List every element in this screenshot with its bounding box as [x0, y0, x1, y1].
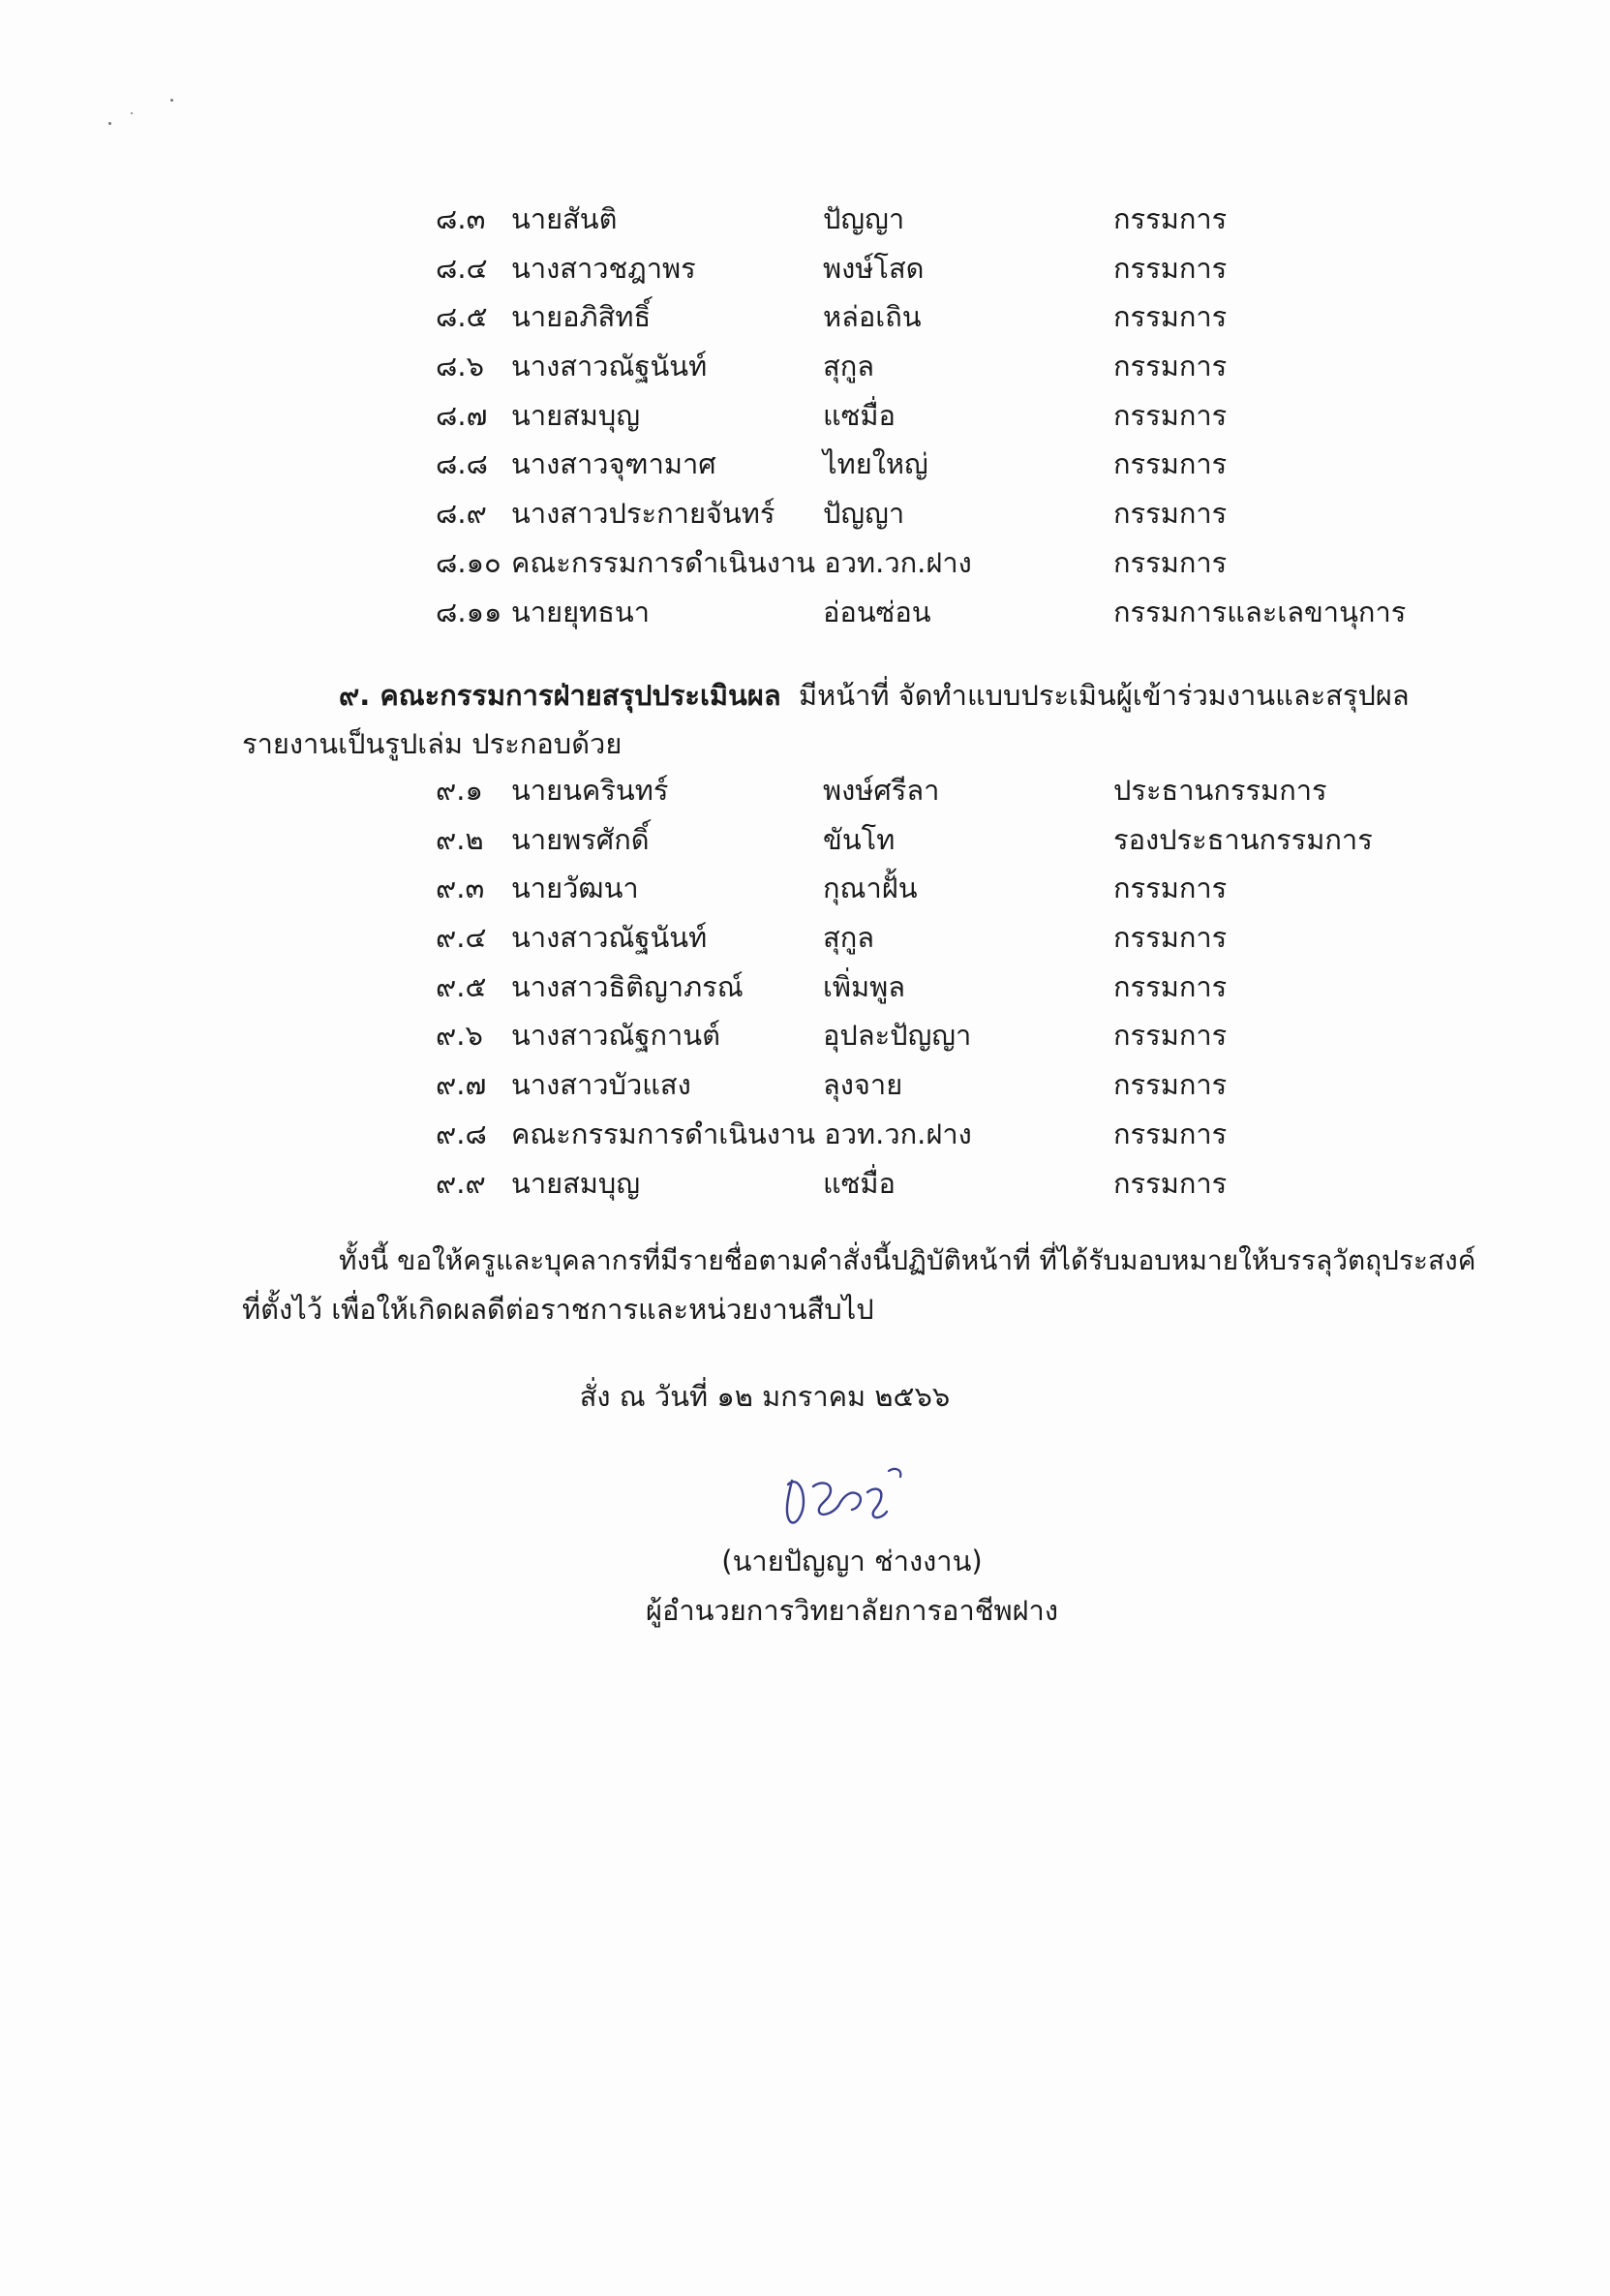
- member-number: ๙.๗: [436, 1068, 487, 1102]
- member-row: [436, 545, 1530, 595]
- signature-image: [775, 1457, 929, 1535]
- member-number: ๙.๑: [436, 774, 483, 807]
- member-first-name: นางสาวประกายจันทร์: [511, 497, 775, 531]
- section9-heading-line: [242, 678, 1472, 713]
- member-role: กรรมการ: [1113, 921, 1228, 955]
- member-last-name: พงษ์ศรีลา: [823, 774, 940, 807]
- member-row: [436, 822, 1530, 872]
- member-role: กรรมการ: [1113, 1117, 1228, 1150]
- scan-speck: [131, 112, 133, 114]
- member-number: ๙.๖: [436, 1019, 483, 1053]
- member-first-name: นางสาวณัฐกานต์: [511, 1019, 720, 1053]
- section9-heading-paragraph: [242, 678, 1472, 761]
- member-last-name: ปัญญา: [823, 202, 905, 235]
- section9-heading: ๙. คณะกรรมการฝ่ายสรุปประเมินผล: [339, 679, 781, 712]
- member-number: ๘.๕: [436, 300, 488, 334]
- member-row: [436, 201, 1530, 251]
- member-last-name: สุกูล: [823, 350, 875, 383]
- member-row: [436, 1166, 1530, 1215]
- member-number: ๙.๕: [436, 969, 487, 1003]
- member-role: กรรมการ: [1113, 1019, 1228, 1053]
- member-role: กรรมการ: [1113, 251, 1228, 285]
- member-row: [436, 496, 1530, 545]
- member-role: กรรมการ: [1113, 497, 1228, 531]
- member-first-name: นายยุทธนา: [511, 595, 651, 628]
- member-role: กรรมการและเลขานุการ: [1113, 595, 1407, 628]
- member-row: [436, 920, 1530, 969]
- member-last-name: ขันโท: [823, 822, 896, 856]
- member-row: [436, 1018, 1530, 1067]
- member-last-name: แซมื่อ: [823, 398, 896, 432]
- member-last-name: พงษ์โสด: [823, 251, 925, 285]
- scan-speck: [170, 99, 173, 102]
- member-first-name: นายวัฒนา: [511, 872, 639, 905]
- signer-position: ผู้อำนวยการวิทยาลัยการอาชีพฝาง: [645, 1594, 1058, 1627]
- member-row: [436, 1067, 1530, 1117]
- closing-line2: ที่ตั้งไว้ เพื่อให้เกิดผลดีต่อราชการและหน่วยงานสืบไป: [242, 1293, 874, 1326]
- member-last-name: อ่อนซ่อน: [823, 595, 931, 628]
- member-first-name: นายสมบุญ: [511, 1166, 641, 1200]
- signer-name: (นายปัญญา ช่างงาน): [721, 1545, 983, 1577]
- scan-speck: [108, 122, 111, 125]
- member-row: [436, 446, 1530, 496]
- member-first-name: นางสาวธิติญาภรณ์: [511, 969, 744, 1003]
- member-number: ๙.๓: [436, 872, 485, 905]
- member-role: กรรมการ: [1113, 447, 1228, 481]
- member-role: กรรมการ: [1113, 300, 1228, 334]
- member-role: กรรมการ: [1113, 1068, 1228, 1102]
- member-role: กรรมการ: [1113, 545, 1228, 579]
- member-number: ๘.๗: [436, 398, 488, 432]
- member-number: ๘.๖: [436, 350, 484, 383]
- member-last-name: แซมื่อ: [823, 1166, 896, 1200]
- member-first-name: นางสาวบัวแสง: [511, 1068, 691, 1102]
- member-first-name: นางสาวชฎาพร: [511, 251, 696, 285]
- member-first-name: นางสาวณัฐนันท์: [511, 921, 708, 955]
- member-first-name: คณะกรรมการดำเนินงาน อวท.วก.ฝาง: [511, 545, 972, 579]
- member-role: รองประธานกรรมการ: [1113, 822, 1373, 856]
- section9-heading-line2: รายงานเป็นรูปเล่ม ประกอบด้วย: [242, 727, 623, 760]
- member-role: ประธานกรรมการ: [1113, 774, 1327, 807]
- member-first-name: นายสมบุญ: [511, 398, 641, 432]
- member-row: [436, 251, 1530, 300]
- member-number: ๘.๔: [436, 251, 488, 285]
- member-first-name: นางสาวณัฐนันท์: [511, 350, 708, 383]
- member-last-name: อุปละปัญญา: [823, 1019, 972, 1053]
- member-first-name: นายอภิสิทธิ์: [511, 300, 652, 334]
- member-role: กรรมการ: [1113, 1166, 1228, 1200]
- member-number: ๘.๓: [436, 202, 486, 235]
- member-number: ๙.๒: [436, 822, 484, 856]
- member-first-name: นายพรศักดิ์: [511, 822, 650, 856]
- member-row: [436, 398, 1530, 447]
- member-last-name: ปัญญา: [823, 497, 905, 531]
- member-row: [436, 595, 1530, 644]
- member-first-name: นายสันติ: [511, 202, 618, 235]
- member-role: กรรมการ: [1113, 398, 1228, 432]
- member-last-name: หล่อเถิน: [823, 300, 922, 334]
- member-last-name: กุณาฝั้น: [823, 872, 918, 905]
- member-role: กรรมการ: [1113, 969, 1228, 1003]
- closing-line1: ทั้งนี้ ขอให้ครูและบุคลากรที่มีรายชื่อตามคำสั่งนี้ปฏิบัติหน้าที่ ที่ได้รับมอบหมายให้บรรลุวัตถุประสงค์: [339, 1244, 1476, 1276]
- member-first-name: นายนครินทร์: [511, 774, 669, 807]
- closing-paragraph: [242, 1243, 1476, 1327]
- section8-member-list: [436, 201, 1530, 643]
- member-role: กรรมการ: [1113, 202, 1228, 235]
- member-role: กรรมการ: [1113, 872, 1228, 905]
- member-row: [436, 1117, 1530, 1166]
- member-row: [436, 871, 1530, 920]
- member-last-name: สุกูล: [823, 921, 875, 955]
- order-date: สั่ง ณ วันที่ ๑๒ มกราคม ๒๕๖๖: [579, 1380, 951, 1413]
- member-last-name: เพิ่มพูล: [823, 969, 906, 1003]
- member-number: ๘.๙: [436, 497, 487, 531]
- section9-member-list: [436, 773, 1530, 1214]
- member-last-name: ลุงจาย: [823, 1068, 903, 1102]
- member-row: [436, 773, 1530, 822]
- member-row: [436, 969, 1530, 1019]
- member-number: ๙.๘: [436, 1117, 487, 1150]
- section9-duty: มีหน้าที่ จัดทำแบบประเมินผู้เข้าร่วมงานและสรุปผล: [799, 679, 1410, 712]
- member-row: [436, 299, 1530, 349]
- member-last-name: ไทยใหญ่: [823, 447, 928, 481]
- member-first-name: นางสาวจุฑามาศ: [511, 447, 716, 481]
- member-number: ๙.๔: [436, 921, 487, 955]
- member-number: ๘.๑๑: [436, 595, 502, 628]
- member-first-name: คณะกรรมการดำเนินงาน อวท.วก.ฝาง: [511, 1117, 972, 1150]
- member-number: ๘.๘: [436, 447, 488, 481]
- member-number: ๘.๑๐: [436, 545, 501, 579]
- member-role: กรรมการ: [1113, 350, 1228, 383]
- member-number: ๙.๙: [436, 1166, 486, 1200]
- member-row: [436, 349, 1530, 398]
